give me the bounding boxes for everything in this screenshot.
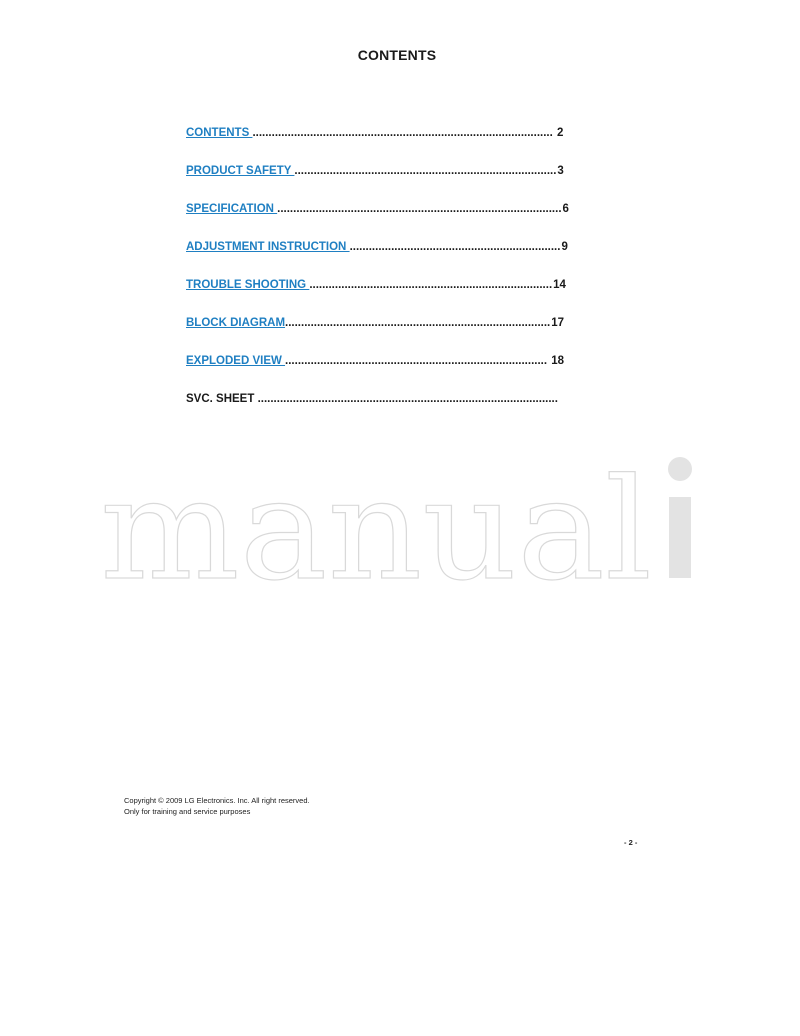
toc-link-exploded-view[interactable]: EXPLODED VIEW bbox=[186, 355, 286, 367]
toc-link-specification[interactable]: SPECIFICATION bbox=[186, 203, 278, 215]
toc-entry-exploded-view bbox=[186, 354, 586, 392]
toc-leader-dots: .............................................................................................. bbox=[252, 127, 553, 139]
toc-link-trouble-shooting[interactable]: TROUBLE SHOOTING bbox=[186, 279, 310, 291]
copyright-notice bbox=[124, 795, 310, 817]
manual-watermark bbox=[100, 452, 700, 587]
toc-leader-dots: ............................................................................ bbox=[309, 279, 553, 291]
toc-label-svc-sheet: SVC. SHEET bbox=[186, 393, 258, 405]
toc-page-number: 17 bbox=[551, 317, 565, 329]
toc-entry-specification bbox=[186, 202, 586, 240]
toc-link-block-diagram[interactable]: BLOCK DIAGRAM bbox=[186, 317, 286, 329]
toc-page-number: 6 bbox=[562, 203, 569, 215]
toc-link-product-safety[interactable]: PRODUCT SAFETY bbox=[186, 165, 295, 177]
toc-entry-product-safety bbox=[186, 164, 586, 202]
toc-entry-adjustment-instruction bbox=[186, 240, 586, 278]
usage-notice-line: Only for training and service purposes bbox=[124, 807, 251, 816]
toc-page-number: 18 bbox=[548, 355, 565, 367]
toc-entry-contents bbox=[186, 126, 586, 164]
watermark-i-dot bbox=[668, 457, 692, 481]
toc-leader-dots: .............................................................................................. bbox=[257, 393, 558, 405]
toc-entry-trouble-shooting bbox=[186, 278, 586, 316]
toc-entry-svc-sheet bbox=[186, 392, 586, 430]
toc-leader-dots: .................................................................................. bbox=[285, 355, 548, 367]
toc-link-contents[interactable]: CONTENTS bbox=[186, 127, 253, 139]
copyright-line: Copyright © 2009 LG Electronics. Inc. All right reserved. bbox=[124, 796, 310, 805]
toc-page-number: 2 bbox=[553, 127, 564, 139]
toc-leader-dots: ................................................................................... bbox=[285, 317, 551, 329]
toc-page-number: 3 bbox=[557, 165, 564, 177]
toc-leader-dots: ......................................................................................... bbox=[277, 203, 562, 215]
toc-link-adjustment-instruction[interactable]: ADJUSTMENT INSTRUCTION bbox=[186, 241, 350, 253]
toc-page-number: 9 bbox=[561, 241, 568, 253]
toc-leader-dots: .................................................................. bbox=[349, 241, 561, 253]
table-of-contents bbox=[186, 126, 586, 430]
page-title: CONTENTS bbox=[357, 47, 437, 63]
toc-page-number: 14 bbox=[553, 279, 566, 291]
watermark-text: manual bbox=[100, 452, 652, 587]
page-number: - 2 - bbox=[624, 838, 638, 847]
toc-entry-block-diagram bbox=[186, 316, 586, 354]
watermark-i-stem bbox=[669, 497, 691, 578]
toc-leader-dots: .................................................................................. bbox=[294, 165, 557, 177]
